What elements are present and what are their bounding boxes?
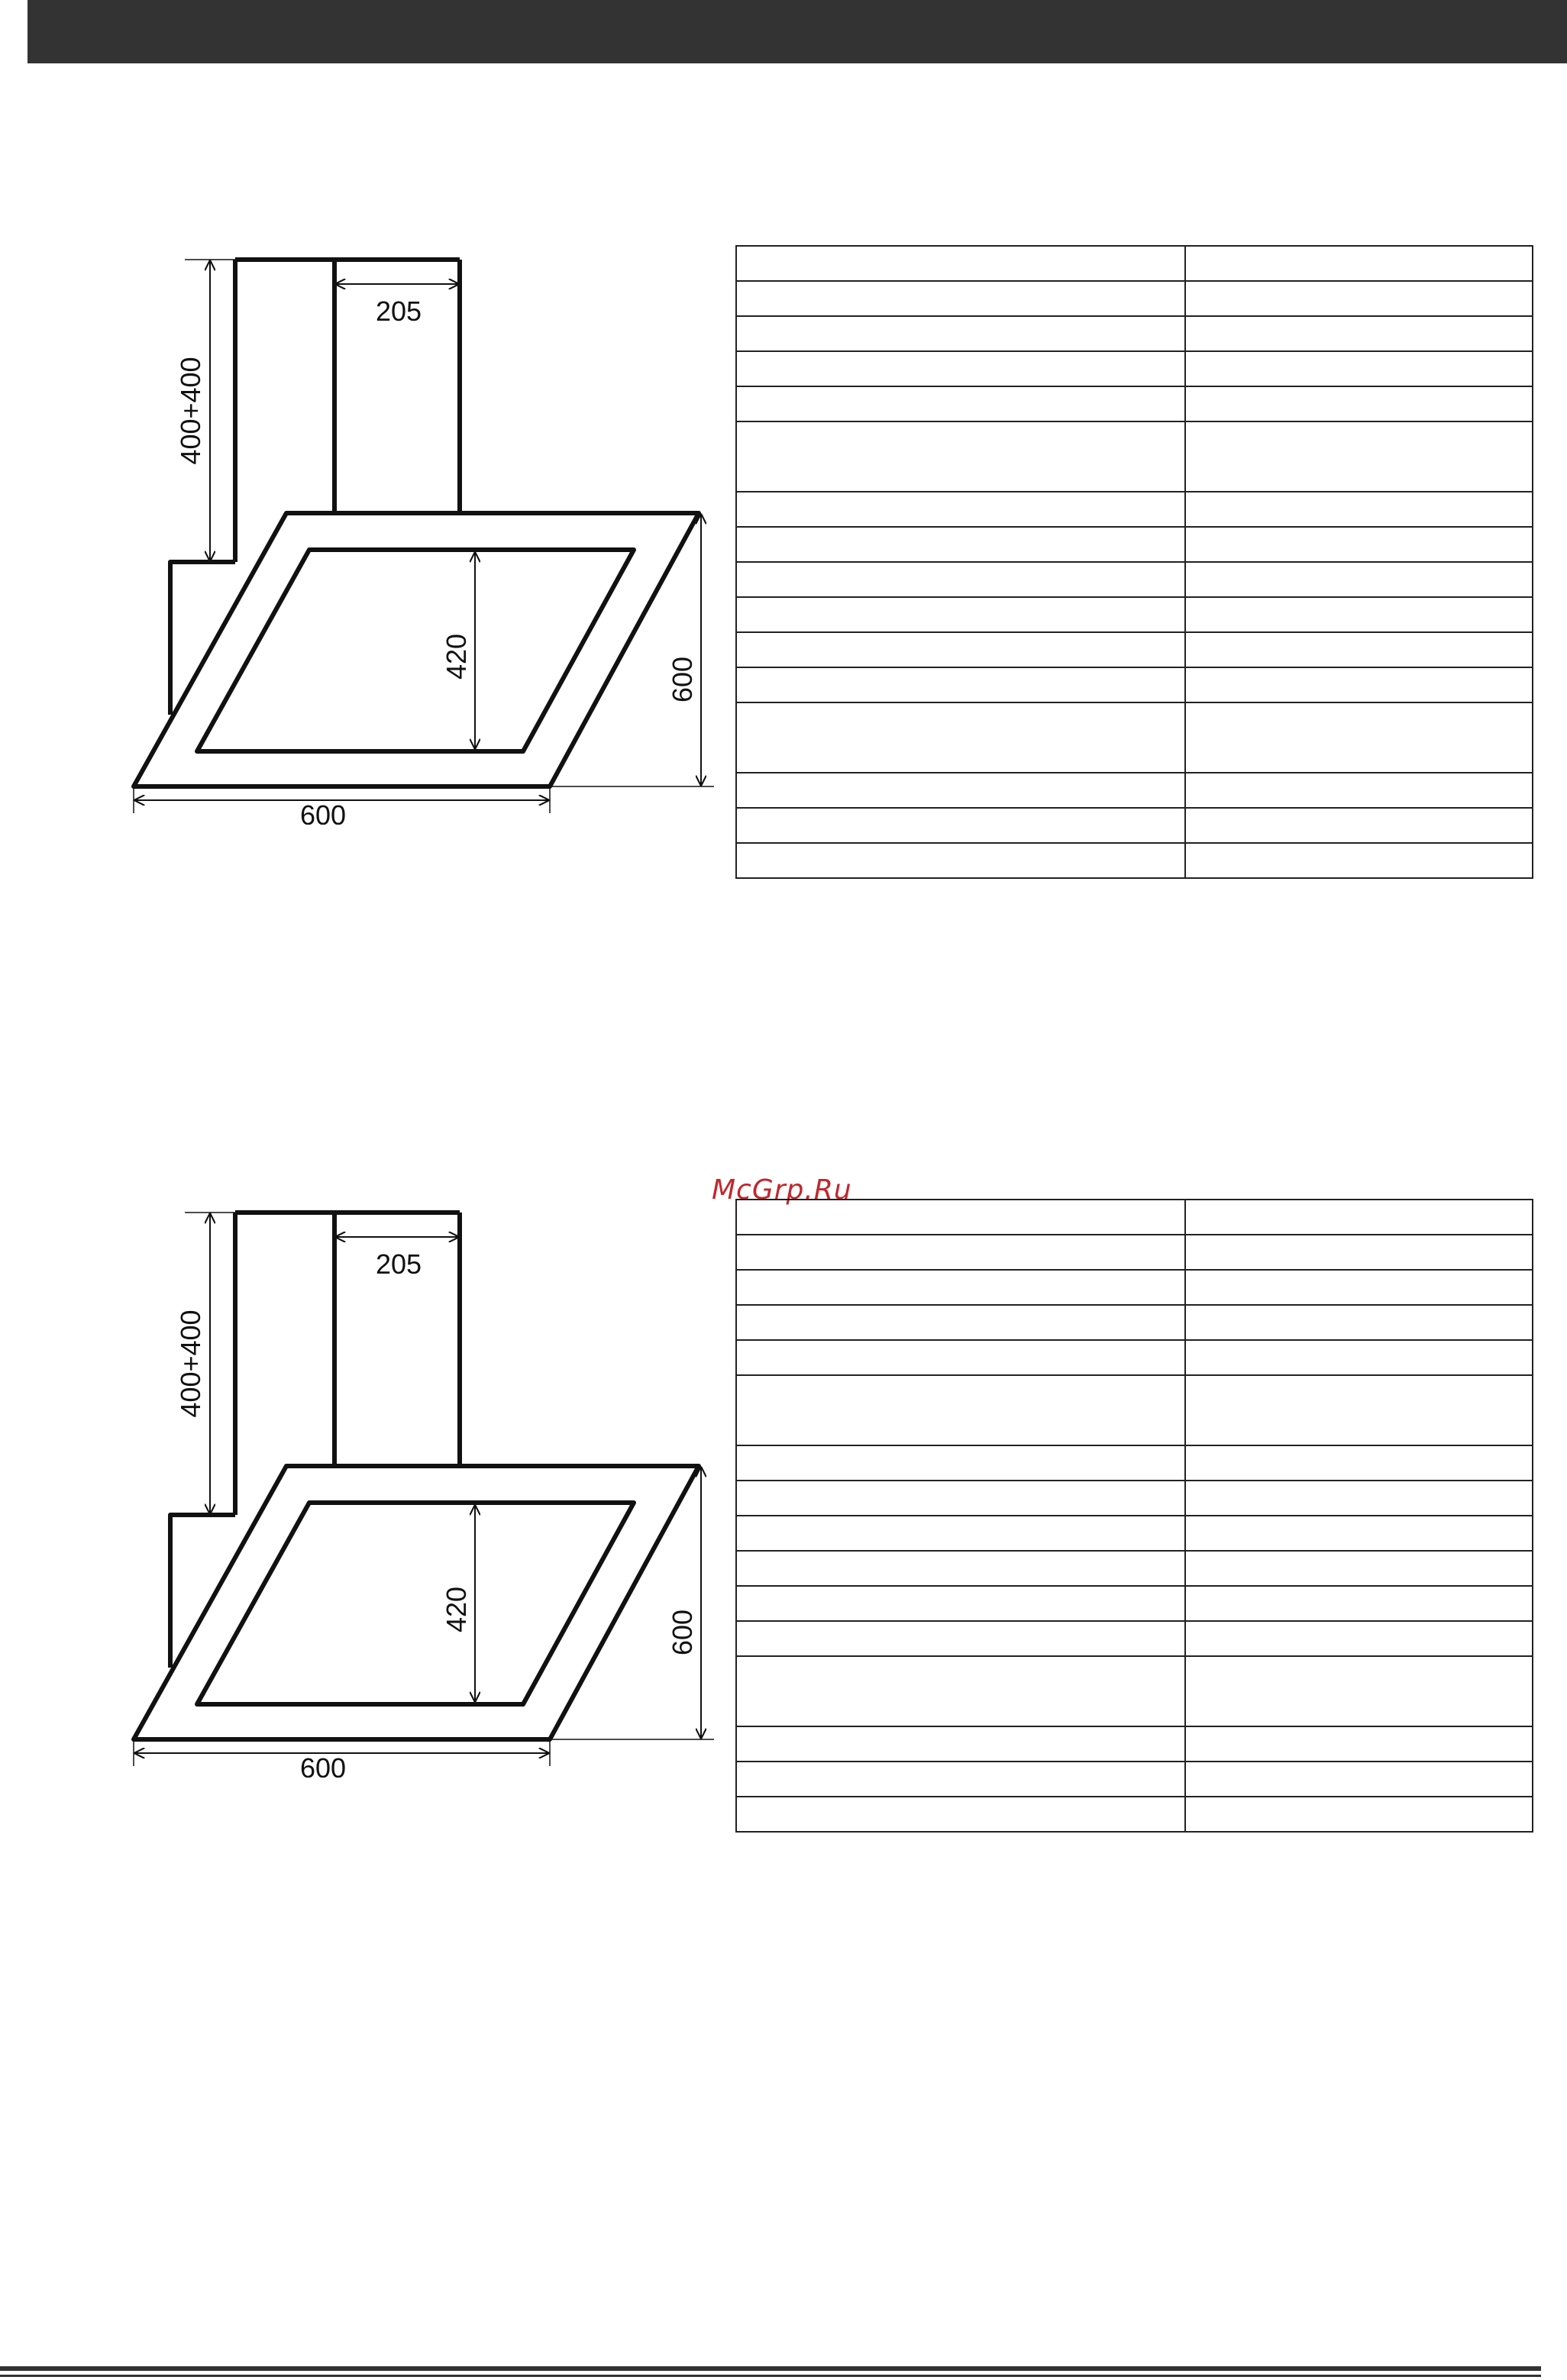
value-cell <box>1185 421 1533 492</box>
hood-depth-label: 600 <box>667 656 698 703</box>
param-cell <box>736 421 1185 492</box>
table-row <box>736 632 1533 667</box>
table-row <box>736 808 1533 843</box>
table-row <box>736 351 1533 386</box>
value-cell <box>1185 281 1533 316</box>
value-cell <box>1185 597 1533 632</box>
hood-dimension-drawing-2 <box>115 1182 725 1778</box>
param-cell <box>736 1656 1185 1726</box>
hood-dimension-drawing-1 <box>115 229 725 825</box>
table-row <box>736 1762 1533 1797</box>
table-row <box>736 597 1533 632</box>
param-cell <box>736 1762 1185 1797</box>
param-cell <box>736 351 1185 386</box>
chimney-height-label: 400+400 <box>175 357 206 465</box>
side-bracket <box>170 562 235 715</box>
value-cell <box>1185 527 1533 562</box>
param-cell <box>736 667 1185 702</box>
value-cell <box>1185 1586 1533 1621</box>
table-row <box>736 843 1533 878</box>
spec-table-1 <box>735 245 1533 879</box>
param-cell <box>736 773 1185 808</box>
table-row <box>736 667 1533 702</box>
value-cell <box>1185 1762 1533 1797</box>
hood-width-label: 600 <box>299 799 347 825</box>
value-cell <box>1185 1516 1533 1551</box>
param-cell <box>736 1305 1185 1340</box>
value-cell <box>1185 1270 1533 1305</box>
table-row <box>736 702 1533 773</box>
value-cell <box>1185 1797 1533 1832</box>
hood-width-label: 600 <box>299 1752 347 1778</box>
param-cell <box>736 492 1185 527</box>
table-row <box>736 527 1533 562</box>
table-row <box>736 1305 1533 1340</box>
value-cell <box>1185 702 1533 773</box>
value-cell <box>1185 316 1533 351</box>
side-bracket <box>170 1515 235 1668</box>
value-cell <box>1185 667 1533 702</box>
value-cell <box>1185 1200 1533 1235</box>
table-row <box>736 773 1533 808</box>
param-cell <box>736 808 1185 843</box>
table-row <box>736 1726 1533 1762</box>
value-cell <box>1185 386 1533 421</box>
glass-panel-outer <box>134 1466 699 1739</box>
table-row <box>736 562 1533 597</box>
param-cell <box>736 1726 1185 1762</box>
chimney-width-label: 205 <box>375 1248 422 1280</box>
value-cell <box>1185 562 1533 597</box>
panel-height-label: 420 <box>441 633 472 680</box>
value-cell <box>1185 1235 1533 1270</box>
spec-table-2 <box>735 1199 1533 1833</box>
panel-height-label: 420 <box>441 1586 472 1633</box>
param-cell <box>736 316 1185 351</box>
param-cell <box>736 281 1185 316</box>
table-row <box>736 1621 1533 1656</box>
param-cell <box>736 702 1185 773</box>
value-cell <box>1185 1445 1533 1481</box>
value-cell <box>1185 246 1533 281</box>
chimney-outline <box>235 260 460 562</box>
value-cell <box>1185 1481 1533 1516</box>
param-cell <box>736 1340 1185 1375</box>
table-row <box>736 316 1533 351</box>
chimney-width-label: 205 <box>375 295 422 327</box>
param-cell <box>736 1270 1185 1305</box>
param-cell <box>736 1621 1185 1656</box>
value-cell <box>1185 492 1533 527</box>
param-cell <box>736 1235 1185 1270</box>
table-row <box>736 1656 1533 1726</box>
value-cell <box>1185 1726 1533 1762</box>
table-row <box>736 421 1533 492</box>
value-cell <box>1185 632 1533 667</box>
chimney-height-label: 400+400 <box>175 1309 206 1418</box>
value-cell <box>1185 773 1533 808</box>
param-cell <box>736 527 1185 562</box>
hood-depth-label: 600 <box>667 1609 698 1656</box>
table-row <box>736 1551 1533 1586</box>
table-row <box>736 1797 1533 1832</box>
hood-drawing-svg <box>115 229 725 825</box>
param-cell <box>736 386 1185 421</box>
value-cell <box>1185 1340 1533 1375</box>
param-cell <box>736 1481 1185 1516</box>
table-row <box>736 1481 1533 1516</box>
value-cell <box>1185 1656 1533 1726</box>
table-row <box>736 1200 1533 1235</box>
value-cell <box>1185 1375 1533 1445</box>
table-row <box>736 1445 1533 1481</box>
table-row <box>736 492 1533 527</box>
param-cell <box>736 1551 1185 1586</box>
value-cell <box>1185 808 1533 843</box>
header-bar <box>27 0 1567 63</box>
glass-panel-inner <box>197 550 634 751</box>
param-cell <box>736 632 1185 667</box>
value-cell <box>1185 351 1533 386</box>
hood-drawing-svg <box>115 1182 725 1778</box>
table-row <box>736 1270 1533 1305</box>
value-cell <box>1185 1621 1533 1656</box>
table-row <box>736 281 1533 316</box>
param-cell <box>736 1586 1185 1621</box>
value-cell <box>1185 1551 1533 1586</box>
value-cell <box>1185 1305 1533 1340</box>
value-cell <box>1185 843 1533 878</box>
table-row <box>736 246 1533 281</box>
table-row <box>736 1375 1533 1445</box>
param-cell <box>736 597 1185 632</box>
table-row <box>736 1340 1533 1375</box>
glass-panel-inner <box>197 1503 634 1704</box>
footer-rule <box>0 2366 1541 2371</box>
glass-panel-outer <box>134 513 699 786</box>
param-cell <box>736 246 1185 281</box>
param-cell <box>736 1375 1185 1445</box>
footer-rule-thin <box>0 2375 1541 2377</box>
table-row <box>736 1235 1533 1270</box>
table-row <box>736 386 1533 421</box>
table-row <box>736 1586 1533 1621</box>
param-cell <box>736 1200 1185 1235</box>
param-cell <box>736 1797 1185 1832</box>
param-cell <box>736 562 1185 597</box>
chimney-outline <box>235 1213 460 1515</box>
param-cell <box>736 1516 1185 1551</box>
watermark: McGrp.Ru <box>712 1174 852 1206</box>
table-row <box>736 1516 1533 1551</box>
param-cell <box>736 1445 1185 1481</box>
param-cell <box>736 843 1185 878</box>
